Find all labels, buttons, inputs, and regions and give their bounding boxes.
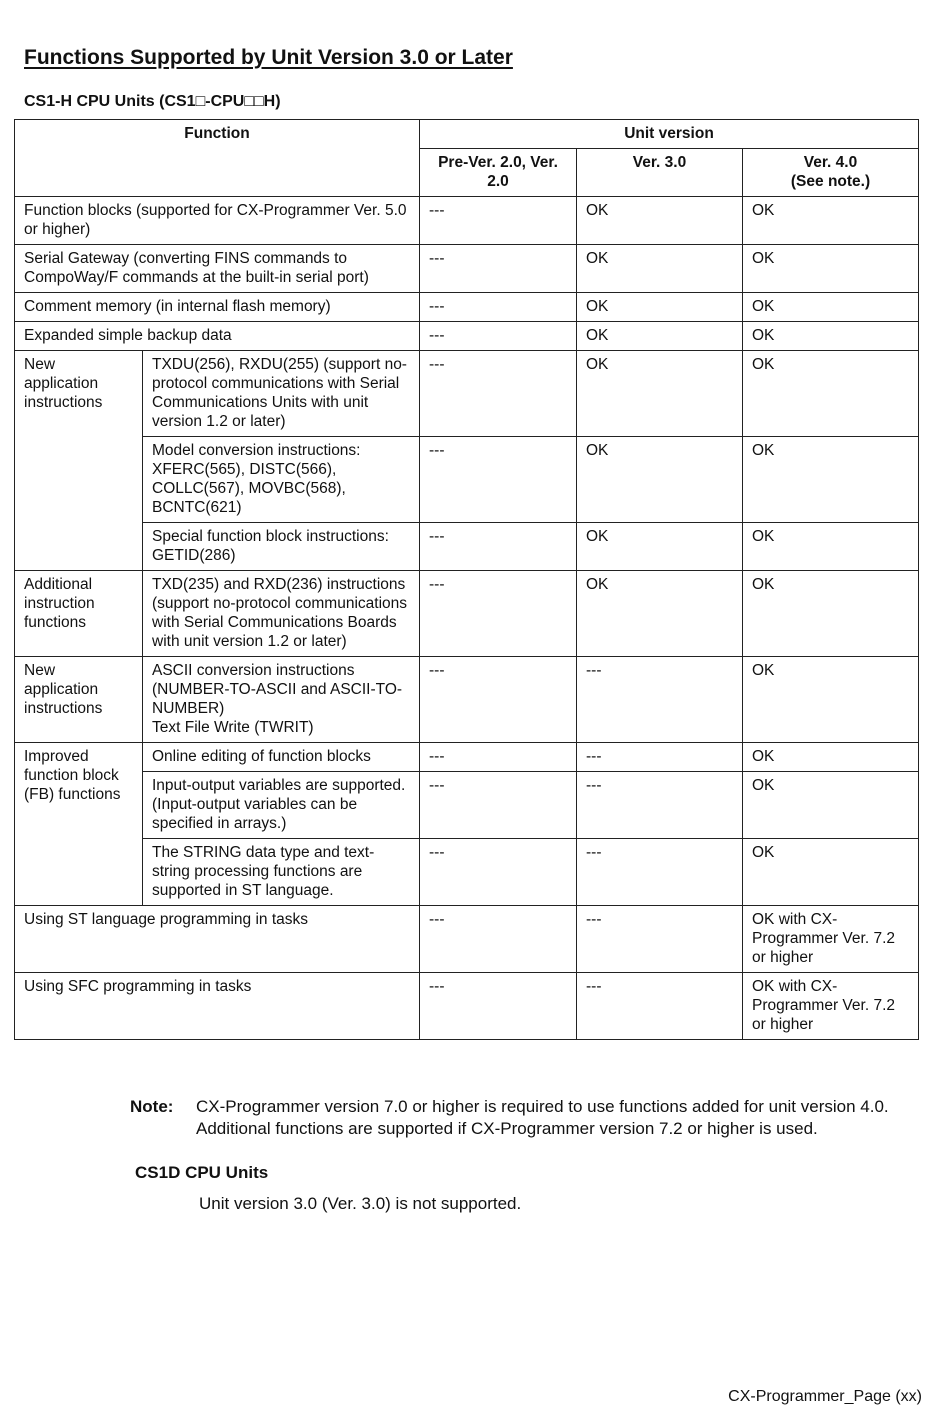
table-row [15, 657, 919, 743]
value-cell: OK [577, 322, 743, 351]
unit-version-table [14, 119, 919, 1040]
value-cell: --- [420, 657, 577, 743]
table-row [15, 906, 919, 973]
value-cell: --- [420, 571, 577, 657]
function-cell: Using SFC programming in tasks [15, 973, 420, 1040]
header-pre-ver-2: Pre-Ver. 2.0, Ver. 2.0 [420, 149, 577, 197]
value-cell: --- [577, 772, 743, 839]
function-cell: Comment memory (in internal flash memory) [15, 293, 420, 322]
header-ver-4 [743, 149, 919, 197]
function-cell: Online editing of function blocks [143, 743, 420, 772]
function-cell: Model conversion instructions: XFERC(565), DISTC(566), COLLC(567), MOVBC(568), BCNTC(621) [143, 437, 420, 523]
cs1d-text: Unit version 3.0 (Ver. 3.0) is not supported. [199, 1194, 522, 1213]
function-line: Text File Write (TWRIT) [152, 719, 314, 736]
value-cell: --- [577, 657, 743, 743]
value-cell: OK with CX-Programmer Ver. 7.2 or higher [743, 906, 919, 973]
value-cell: --- [420, 351, 577, 437]
function-cell [143, 772, 420, 839]
section-subtitle: CS1-H CPU Units (CS1□-CPU□□H) [24, 93, 281, 110]
function-line: ASCII conversion instructions (NUMBER-TO-ASCII and ASCII-TO- NUMBER) [152, 662, 403, 717]
table-row [15, 973, 919, 1040]
header-function: Function [15, 120, 420, 197]
category-cell: New application instructions [15, 657, 143, 743]
header-unit-version: Unit version [420, 120, 919, 149]
function-cell: Expanded simple backup data [15, 322, 420, 351]
page-title: Functions Supported by Unit Version 3.0 or Later [24, 46, 513, 69]
function-cell: The STRING data type and text-string processing functions are supported in ST language. [143, 839, 420, 906]
value-cell: OK [577, 523, 743, 571]
function-cell: Serial Gateway (converting FINS commands to CompoWay/F commands at the built-in serial port) [15, 245, 420, 293]
value-cell: --- [577, 743, 743, 772]
function-cell: TXD(235) and RXD(236) instructions (support no-protocol communications with Serial Communications Boards with unit version 1.2 or later) [143, 571, 420, 657]
value-cell: --- [420, 245, 577, 293]
value-cell: OK [577, 571, 743, 657]
value-cell: OK [577, 245, 743, 293]
function-cell: Special function block instructions: GETID(286) [143, 523, 420, 571]
value-cell: OK [577, 197, 743, 245]
value-cell: --- [420, 973, 577, 1040]
note-text: CX-Programmer version 7.0 or higher is required to use functions added for unit version 4.0. Additional functions are supported if CX-Programmer version 7.2 or higher is used. [196, 1097, 889, 1138]
function-cell: Function blocks (supported for CX-Programmer Ver. 5.0 or higher) [15, 197, 420, 245]
page-footer: CX-Programmer_Page (xx) [728, 1388, 922, 1405]
table-row [15, 245, 919, 293]
table-row [15, 351, 919, 437]
value-cell: OK [577, 351, 743, 437]
value-cell: --- [577, 973, 743, 1040]
value-cell: --- [420, 437, 577, 523]
value-cell: OK [743, 437, 919, 523]
header-ver-4-label: Ver. 4.0 [803, 154, 858, 171]
category-cell: Improved function block (FB) functions [15, 743, 143, 906]
value-cell: OK [743, 322, 919, 351]
value-cell: OK with CX-Programmer Ver. 7.2 or higher [743, 973, 919, 1040]
table-row [15, 743, 919, 772]
function-line: (Input-output variables can be specified in arrays.) [152, 796, 358, 832]
value-cell: OK [743, 839, 919, 906]
cs1d-heading: CS1D CPU Units [135, 1163, 269, 1182]
value-cell: --- [420, 772, 577, 839]
function-cell: Using ST language programming in tasks [15, 906, 420, 973]
table-row [15, 322, 919, 351]
value-cell: OK [743, 293, 919, 322]
value-cell: OK [743, 772, 919, 839]
table-row [15, 437, 919, 523]
note-label: Note: [130, 1097, 174, 1116]
value-cell: OK [743, 245, 919, 293]
value-cell: OK [743, 657, 919, 743]
function-line: Input-output variables are supported. [152, 777, 406, 794]
function-cell [143, 657, 420, 743]
value-cell: OK [743, 523, 919, 571]
value-cell: OK [577, 437, 743, 523]
value-cell: OK [743, 571, 919, 657]
category-cell: New application instructions [15, 351, 143, 571]
table-row [15, 293, 919, 322]
value-cell: --- [577, 906, 743, 973]
table-row [15, 839, 919, 906]
value-cell: --- [420, 906, 577, 973]
table-row [15, 772, 919, 839]
value-cell: --- [577, 839, 743, 906]
value-cell: --- [420, 839, 577, 906]
header-see-note: (See note.) [790, 173, 871, 190]
header-ver-3: Ver. 3.0 [577, 149, 743, 197]
value-cell: OK [743, 351, 919, 437]
value-cell: OK [577, 293, 743, 322]
value-cell: OK [743, 743, 919, 772]
value-cell: --- [420, 293, 577, 322]
value-cell: --- [420, 523, 577, 571]
value-cell: OK [743, 197, 919, 245]
function-cell: TXDU(256), RXDU(255) (support no-protocol communications with Serial Communications Units with unit version 1.2 or later) [143, 351, 420, 437]
table-row [15, 523, 919, 571]
table-row [15, 197, 919, 245]
category-cell: Additional instruction functions [15, 571, 143, 657]
table-row [15, 571, 919, 657]
value-cell: --- [420, 743, 577, 772]
value-cell: --- [420, 197, 577, 245]
value-cell: --- [420, 322, 577, 351]
